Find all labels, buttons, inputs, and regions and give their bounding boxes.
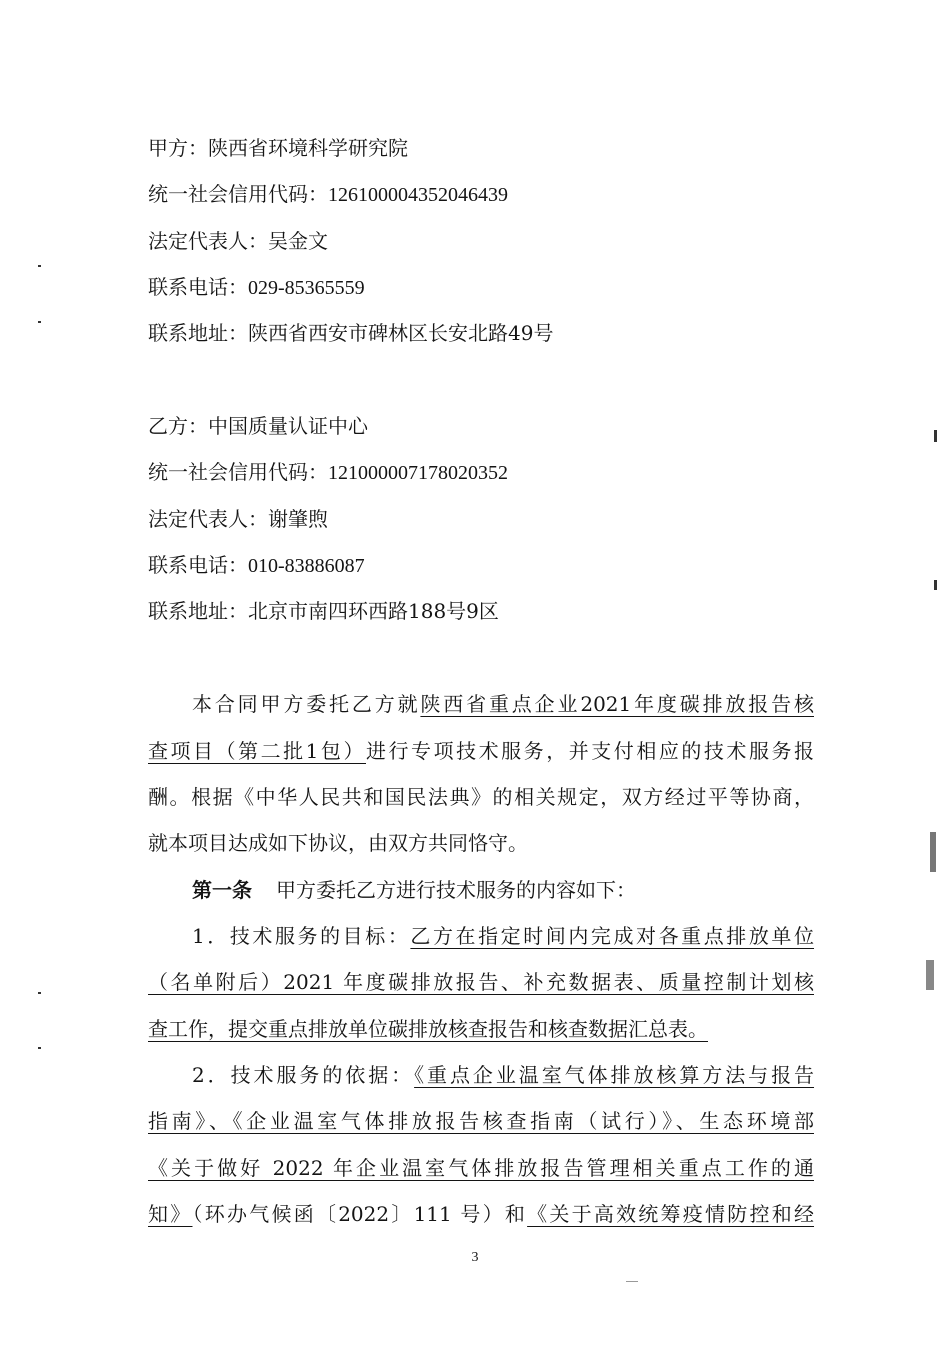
item-2-text-3: 《关于做好 2022 年企业温室气体排放报告管理相关重点工作的通 [148,1156,814,1180]
article-1-text: 甲方委托乙方进行技术服务的内容如下： [276,878,636,902]
item-2-text-2: 指南》、《企业温室气体排放报告核查指南（试行）》、生态环境部 [148,1109,814,1133]
party-a-name-line [148,134,408,162]
party-b-rep-label: 法定代表人： [148,507,268,531]
scan-mark [38,321,41,323]
party-b-credit-label: 统一社会信用代码： [148,460,328,484]
party-b-name-label: 乙方： [148,414,208,438]
item-2-line-4 [148,1200,814,1228]
item-2-line-1 [192,1061,814,1089]
party-b-phone: 010-83886087 [248,555,365,577]
item-2-text-4a: 知》 [148,1202,193,1226]
item-2-line-3 [148,1154,814,1182]
intro-text-3: 酬。根据《中华人民共和国民法典》的相关规定，双方经过平等协商， [148,785,814,809]
intro-text-2b: 进行专项技术服务，并支付相应的技术服务报 [366,739,815,763]
party-b-address-line [148,597,499,625]
party-a-rep-label: 法定代表人： [148,229,268,253]
party-a-name: 陕西省环境科学研究院 [208,136,408,160]
party-b-address-label: 联系地址： [148,599,248,623]
item-1-line-2 [148,968,814,996]
intro-text-1a: 本合同甲方委托乙方就 [192,692,421,716]
scan-mark [38,265,41,267]
party-b-phone-line [148,551,365,580]
party-a-credit-label: 统一社会信用代码： [148,182,328,206]
party-b-rep: 谢肇煦 [268,507,328,531]
scan-mark [930,832,936,872]
item-2-label: 2．技术服务的依据： [192,1063,415,1087]
article-1-line [192,876,636,904]
party-b-phone-label: 联系电话： [148,553,248,577]
scan-mark [934,430,937,442]
party-a-phone-line [148,273,365,302]
party-a-rep-line [148,227,328,255]
project-name-part-1: 陕西省重点企业2021年度碳排放报告核 [420,692,814,716]
item-2-text-4b: （环办气候函〔2022〕111 号）和 [192,1202,528,1226]
party-a-address-line [148,319,553,347]
intro-text-4: 就本项目达成如下协议，由双方共同恪守。 [148,831,528,855]
article-1-title: 第一条 [192,878,252,902]
party-a-phone-label: 联系电话： [148,275,248,299]
intro-line-4 [148,829,528,857]
intro-line-3 [148,783,814,811]
item-2-line-2 [148,1107,814,1135]
project-name-part-2: 查项目（第二批1包） [148,739,366,763]
item-1-label: 1．技术服务的目标： [192,924,411,948]
item-1-text-2: （名单附后）2021 年度碳排放报告、补充数据表、质量控制计划核 [148,970,814,994]
item-1-line-1 [192,922,814,950]
party-a-name-label: 甲方： [148,136,208,160]
party-a-rep: 吴金文 [268,229,328,253]
scan-mark [626,1281,638,1282]
item-1-line-3 [148,1015,708,1043]
party-b-address: 北京市南四环西路188号9区 [248,599,499,623]
intro-line-2 [148,737,814,765]
scan-mark [926,960,934,990]
party-b-credit-line [148,458,508,487]
scan-mark [38,992,41,994]
item-2-text-4c: 《关于高效统筹疫情防控和经 [527,1202,815,1226]
item-1-text-1: 乙方在指定时间内完成对各重点排放单位 [410,924,815,948]
scan-mark [934,580,937,590]
page-number: 3 [471,1250,479,1265]
item-2-text-1: 《重点企业温室气体排放核算方法与报告 [414,1063,815,1087]
scan-mark [38,1047,41,1049]
party-b-name-line [148,412,368,440]
party-a-credit-code: 126100004352046439 [328,184,508,206]
party-a-address: 陕西省西安市碑林区长安北路49号 [248,321,554,345]
party-a-phone: 029-85365559 [248,277,365,299]
party-b-name: 中国质量认证中心 [208,414,368,438]
party-b-rep-line [148,505,328,533]
party-a-credit-line [148,180,508,209]
party-a-address-label: 联系地址： [148,321,248,345]
party-b-credit-code: 121000007178020352 [328,462,508,484]
item-1-text-3: 查工作，提交重点排放单位碳排放核查报告和核查数据汇总表。 [148,1017,708,1041]
intro-line-1 [192,690,814,718]
